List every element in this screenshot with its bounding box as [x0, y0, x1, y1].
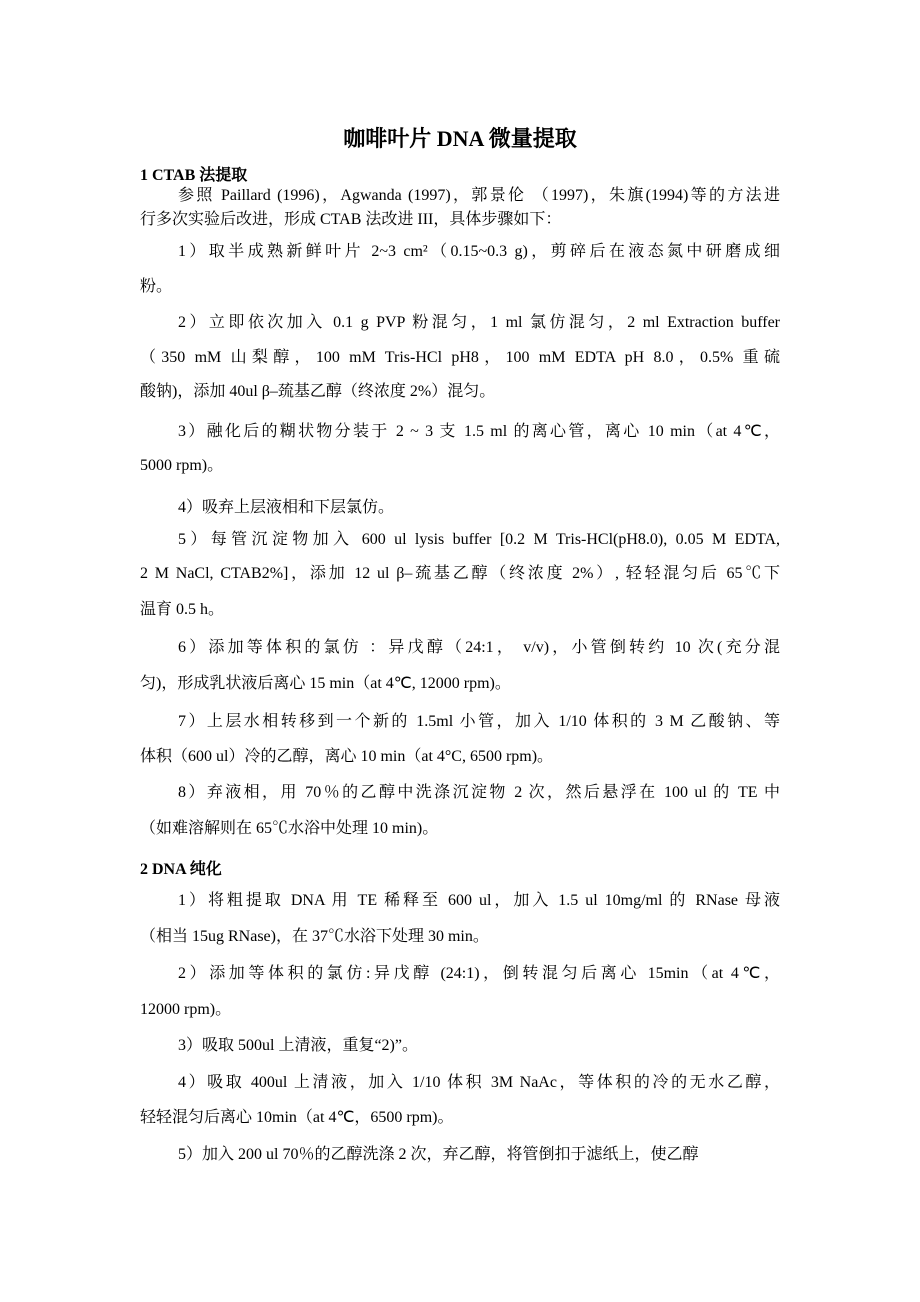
section-heading: 1 CTAB 法提取: [140, 167, 248, 184]
paragraph-line: 1）取半成熟新鲜叶片 2~3 cm²（0.15~0.3 g)，剪碎后在液态氮中研磨成细: [178, 243, 780, 260]
paragraph-line: 5000 rpm)。: [140, 457, 224, 474]
paragraph-line: 2 M NaCl, CTAB2%]，添加 12 ul β–巯基乙醇（终浓度 2%）, 轻轻混匀后 65℃下: [140, 565, 780, 582]
paragraph-line: 2）添加等体积的氯仿:异戊醇 (24:1)，倒转混匀后离心 15min（at 4℃，: [178, 965, 780, 982]
paragraph-line: 酸钠)，添加 40ul β–巯基乙醇（终浓度 2%）混匀。: [140, 383, 496, 400]
paragraph-line: （350 mM 山梨醇，100 mM Tris-HCl pH8，100 mM EDTA pH 8.0，0.5% 重硫: [140, 349, 780, 366]
paragraph-line: 3）吸取 500ul 上清液，重复“2)”。: [178, 1037, 418, 1054]
paragraph-line: 1）将粗提取 DNA 用 TE 稀释至 600 ul，加入 1.5 ul 10mg/ml 的 RNase 母液: [178, 892, 780, 909]
paragraph-line: 5）每管沉淀物加入 600 ul lysis buffer [0.2 M Tris-HCl(pH8.0), 0.05 M EDTA,: [178, 531, 780, 548]
paragraph-line: 12000 rpm)。: [140, 1001, 232, 1018]
paragraph-line: 轻轻混匀后离心 10min（at 4℃，6500 rpm)。: [140, 1109, 454, 1126]
paragraph-line: 行多次实验后改进，形成 CTAB 法改进 III，具体步骤如下：: [140, 211, 562, 228]
paragraph-line: 体积（600 ul）冷的乙醇，离心 10 min（at 4°C, 6500 rpm)。: [140, 748, 554, 765]
paragraph-line: （相当 15ug RNase)，在 37℃水浴下处理 30 min。: [140, 928, 489, 945]
paragraph-line: 匀)，形成乳状液后离心 15 min（at 4℃, 12000 rpm)。: [140, 675, 511, 692]
paragraph-line: 4）吸弃上层液相和下层氯仿。: [178, 499, 395, 516]
document-title: 咖啡叶片 DNA 微量提取: [343, 126, 577, 151]
paragraph-line: 4）吸取 400ul 上清液，加入 1/10 体积 3M NaAc，等体积的冷的无水乙醇，: [178, 1074, 780, 1091]
paragraph-line: 粉。: [140, 278, 173, 295]
paragraph-line: 温育 0.5 h。: [140, 601, 225, 618]
paragraph-line: 7）上层水相转移到一个新的 1.5ml 小管，加入 1/10 体积的 3 M 乙酸钠、等: [178, 713, 780, 730]
section-heading: 2 DNA 纯化: [140, 861, 222, 878]
paragraph-line: 参照 Paillard (1996)，Agwanda (1997)，郭景伦 （1997)，朱旗(1994)等的方法进: [178, 187, 780, 204]
paragraph-line: 6）添加等体积的氯仿 ：异戊醇（24:1， v/v)，小管倒转约 10 次(充分混: [178, 639, 780, 656]
paragraph-line: 8）弃液相，用 70％的乙醇中洗涤沉淀物 2 次，然后悬浮在 100 ul 的 TE 中: [178, 784, 780, 801]
paragraph-line: 5）加入 200 ul 70％的乙醇洗涤 2 次，弃乙醇，将管倒扣于滤纸上，使乙醇: [178, 1146, 699, 1163]
paragraph-line: （如难溶解则在 65℃水浴中处理 10 min)。: [140, 820, 439, 837]
paragraph-line: 2）立即依次加入 0.1 g PVP 粉混匀，1 ml 氯仿混匀，2 ml Extraction buffer: [178, 314, 780, 331]
paragraph-line: 3）融化后的糊状物分装于 2 ~ 3 支 1.5 ml 的离心管，离心 10 min（at 4℃，: [178, 423, 780, 440]
